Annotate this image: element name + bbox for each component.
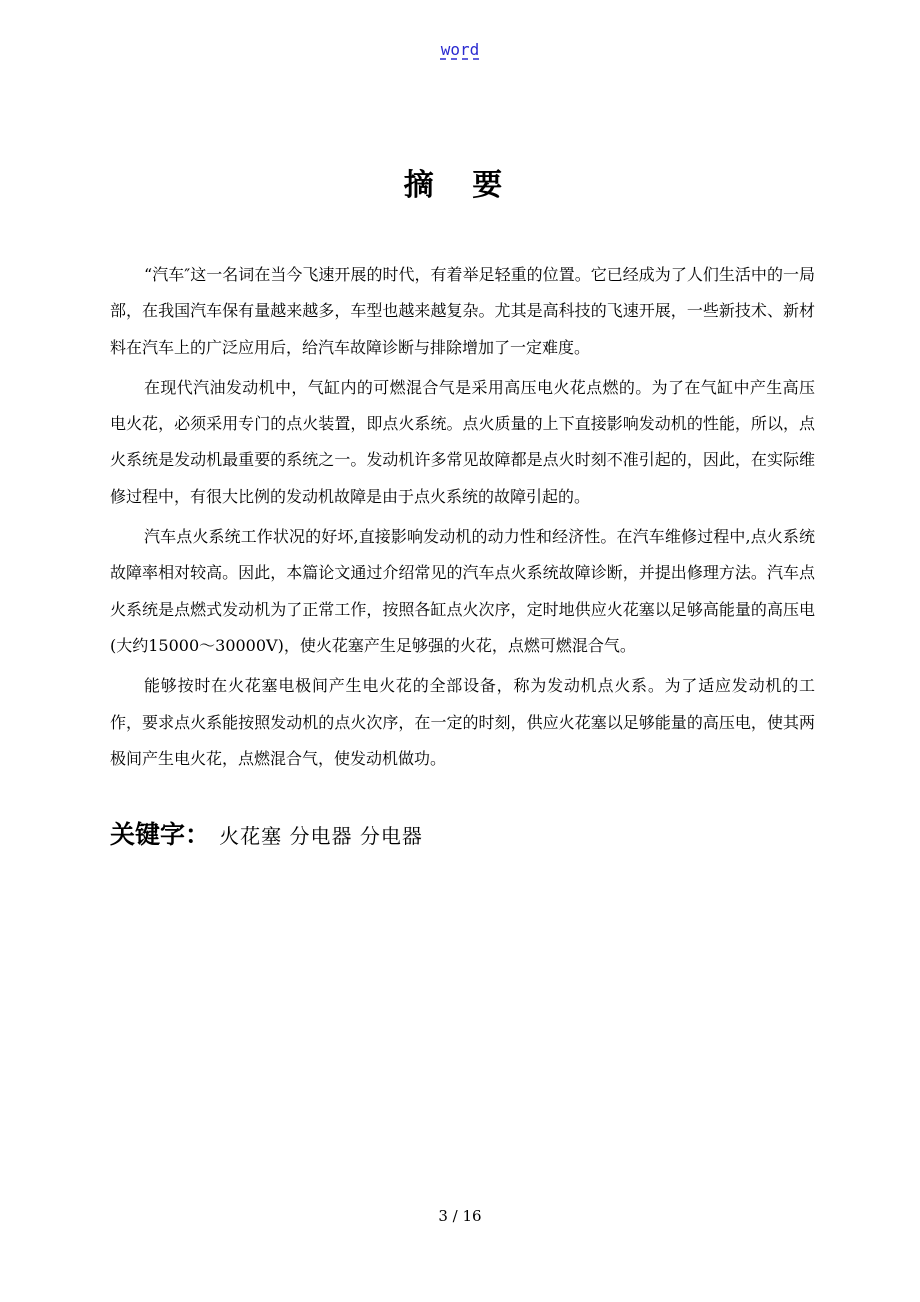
page-number: 3 / 16: [438, 1207, 482, 1225]
keywords-label: 关键字：: [110, 820, 211, 849]
abstract-body: [110, 257, 815, 781]
keywords-line: [110, 815, 423, 851]
abstract-title: 摘 要: [403, 168, 517, 203]
abstract-paragraph-3: 汽车点火系统工作状况的好坏,直接影响发动机的动力性和经济性。在汽车维修过程中,点火系统故障率相对较高。因此，本篇论文通过介绍常见的汽车点火系统故障诊断，并提出修理方法。汽车点火系统是点燃式发动机为了正常工作，按照各缸点火次序，定时地供应火花塞以足够高能量的高压电(大约15000～30000V)，使火花塞产生足够强的火花，点燃可燃混合气。: [110, 527, 815, 655]
abstract-paragraph-2: 在现代汽油发动机中，气缸内的可燃混合气是采用高压电火花点燃的。为了在气缸中产生高压电火花，必须采用专门的点火装置，即点火系统。点火质量的上下直接影响发动机的性能，所以，点火系统是发动机最重要的系统之一。发动机许多常见故障都是点火时刻不准引起的，因此，在实际维修过程中，有很大比例的发动机故障是由于点火系统的故障引起的。: [110, 377, 815, 506]
keywords-value: 火花塞 分电器 分电器: [219, 824, 423, 848]
header-word-link[interactable]: word: [440, 40, 480, 59]
abstract-paragraph-4: 能够按时在火花塞电极间产生电火花的全部设备，称为发动机点火系。为了适应发动机的工作，要求点火系能按照发动机的点火次序，在一定的时刻，供应火花塞以足够能量的高压电，使其两极间产生电火花，点燃混合气，使发动机做功。: [110, 676, 815, 768]
abstract-paragraph-1: “汽车″这一名词在当今飞速开展的时代，有着举足轻重的位置。它已经成为了人们生活中的一局部，在我国汽车保有量越来越多，车型也越来越复杂。尤其是高科技的飞速开展，一些新技术、新材料在汽车上的广泛应用后，给汽车故障诊断与排除增加了一定难度。: [110, 265, 815, 357]
